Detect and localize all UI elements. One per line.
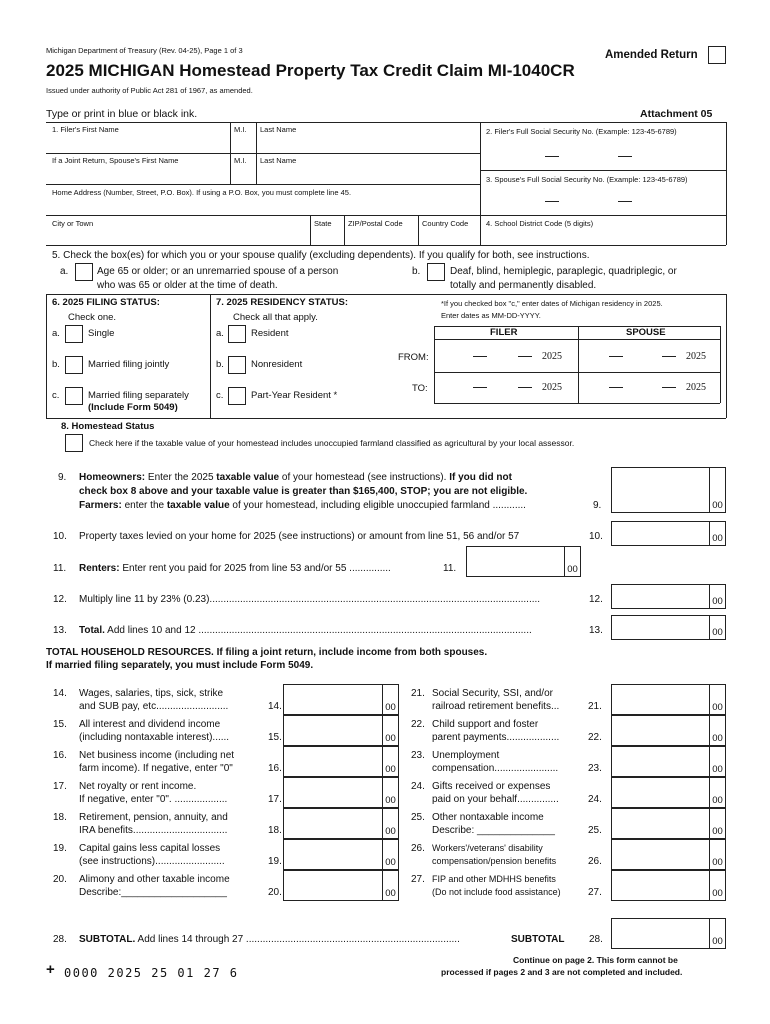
line16-number: 16. (53, 750, 67, 761)
line19-text: Capital gains less capital losses (79, 843, 221, 854)
date-dash (518, 387, 532, 388)
line20-number: 20. (53, 874, 67, 885)
line12-amount-input[interactable] (611, 584, 726, 609)
line24-text: Gifts received or expenses (432, 781, 551, 792)
line19-amount-input[interactable] (283, 839, 399, 870)
residency-a-letter: a. (216, 328, 224, 339)
line27-amount-input[interactable] (611, 870, 726, 901)
line23-number: 23. (411, 750, 425, 761)
line5b-letter: b. (412, 266, 421, 277)
ssn-dash (618, 156, 632, 157)
line13-text: Total. Add lines 10 and 12 ........................................................................................................................ (79, 625, 532, 636)
line23-text-2: compensation....................... (432, 763, 559, 774)
line17-text-2: If negative, enter "0". ................... (79, 794, 228, 805)
line14-amount-input[interactable] (283, 684, 399, 715)
line24-cents: 00 (709, 778, 725, 807)
line25-amount-input[interactable] (611, 808, 726, 839)
spouse-last-name-label: Last Name (260, 156, 297, 165)
line27-text: FIP and other MDHHS benefits (432, 874, 556, 884)
resident-checkbox[interactable] (228, 325, 246, 343)
subtotal-label: SUBTOTAL (511, 934, 565, 945)
line18-text: Retirement, pension, annuity, and (79, 812, 228, 823)
line9-farmers: Farmers: enter the taxable value of your homestead, including eligible unoccupied farmland ............ (79, 500, 526, 511)
line22-number: 22. (411, 719, 425, 730)
line18-cents: 00 (382, 809, 398, 838)
spouse-column-header: SPOUSE (626, 327, 666, 338)
processing-note: processed if pages 2 and 3 are not completed and included. (441, 967, 683, 977)
issued-authority: Issued under authority of Public Act 281 of 1967, as amended. (46, 86, 253, 95)
line28-number: 28. (53, 934, 67, 945)
part-year-resident-checkbox[interactable] (228, 387, 246, 405)
line22-text-2: parent payments................... (432, 732, 560, 743)
line9-text: Homeowners: Enter the 2025 taxable value of your homestead (see instructions). If you did not (79, 472, 512, 483)
household-resources-heading: TOTAL HOUSEHOLD RESOURCES. If filing a joint return, include income from both spouses. (46, 647, 488, 658)
line5-instruction: 5. Check the box(es) for which you or your spouse qualify (excluding dependents). If you qualify for both, see instructions. (52, 250, 590, 261)
spouse-to-year: 2025 (686, 382, 706, 393)
date-dash (473, 356, 487, 357)
line17-number: 17. (53, 781, 67, 792)
married-jointly-checkbox[interactable] (65, 356, 83, 374)
department-revision: Michigan Department of Treasury (Rev. 04-25), Page 1 of 3 (46, 46, 243, 55)
ssn-dash (545, 201, 559, 202)
filer-ssn-label: 2. Filer's Full Social Security No. (Example: 123-45-6789) (486, 127, 677, 136)
line14-text: Wages, salaries, tips, sick, strike (79, 688, 224, 699)
married-jointly-label: Married filing jointly (88, 359, 170, 370)
spouse-from-year: 2025 (686, 351, 706, 362)
nonresident-checkbox[interactable] (228, 356, 246, 374)
single-label: Single (88, 328, 115, 339)
line13-cents: 00 (709, 616, 725, 639)
filer-from-year: 2025 (542, 351, 562, 362)
line5a-text-2: who was 65 or older at the time of death. (97, 280, 278, 291)
ssn-dash (545, 156, 559, 157)
line23-amount-input[interactable] (611, 746, 726, 777)
line9-stop-warning: check box 8 above and your taxable value is greater than $165,400, STOP; you are not eligible. (79, 486, 528, 497)
line26-cents: 00 (709, 840, 725, 869)
line18-amount-input[interactable] (283, 808, 399, 839)
ssn-dash (618, 201, 632, 202)
line5b-text: Deaf, blind, hemiplegic, paraplegic, quadriplegic, or (450, 266, 677, 277)
line21-amount-input[interactable] (611, 684, 726, 715)
farmland-checkbox[interactable] (65, 434, 83, 452)
line11-cents: 00 (564, 547, 580, 576)
line14-ref: 14. (268, 701, 282, 712)
line15-cents: 00 (382, 716, 398, 745)
zip-label: ZIP/Postal Code (348, 219, 403, 228)
line22-text: Child support and foster (432, 719, 539, 730)
line22-cents: 00 (709, 716, 725, 745)
married-separately-label: Married filing separately (88, 390, 189, 401)
single-checkbox[interactable] (65, 325, 83, 343)
line10-text: Property taxes levied on your home for 2025 (see instructions) or amount from line 51, 56 and/or 57 (79, 531, 520, 542)
line18-number: 18. (53, 812, 67, 823)
filing-b-letter: b. (52, 359, 60, 370)
age-65-checkbox[interactable] (75, 263, 93, 281)
line9-homeowners: Homeowners: (79, 472, 146, 483)
line16-amount-input[interactable] (283, 746, 399, 777)
filing-c-letter: c. (52, 390, 60, 401)
school-district-label: 4. School District Code (5 digits) (486, 219, 594, 228)
city-label: City or Town (52, 219, 94, 228)
filer-last-name-label: Last Name (260, 125, 297, 134)
married-separately-checkbox[interactable] (65, 387, 83, 405)
line10-ref: 10. (589, 531, 603, 542)
line5a-letter: a. (60, 266, 69, 277)
residency-status-sub: Check all that apply. (233, 312, 318, 323)
line23-cents: 00 (709, 747, 725, 776)
filing-status-title: 6. 2025 FILING STATUS: (52, 297, 160, 308)
household-resources-note: If married filing separately, you must include Form 5049. (46, 660, 314, 671)
line14-number: 14. (53, 688, 67, 699)
line25-text-2: Describe: ______________ (432, 825, 555, 836)
disabled-checkbox[interactable] (427, 263, 445, 281)
line18-text-2: IRA benefits.................................. (79, 825, 228, 836)
line16-text: Net business income (including net (79, 750, 235, 761)
nonresident-label: Nonresident (251, 359, 303, 370)
line11-text: Renters: Enter rent you paid for 2025 from line 53 and/or 55 ............... (79, 563, 391, 574)
from-label: FROM: (398, 352, 429, 363)
line20-text-2: Describe:___________________ (79, 887, 227, 898)
line28-ref: 28. (589, 934, 603, 945)
part-year-resident-label: Part-Year Resident * (251, 390, 338, 401)
line26-text: Workers'/veterans' disability (432, 843, 543, 853)
filer-mi-label: M.I. (234, 125, 247, 134)
barcode-number: 0000 2025 25 01 27 6 (64, 966, 239, 980)
line24-text-2: paid on your behalf............... (432, 794, 559, 805)
line19-cents: 00 (382, 840, 398, 869)
line16-cents: 00 (382, 747, 398, 776)
line28-text: SUBTOTAL. Add lines 14 through 27 ............................................................................. (79, 934, 460, 945)
date-dash (473, 387, 487, 388)
residency-dates-note: *If you checked box "c," enter dates of Michigan residency in 2025. (441, 299, 663, 308)
residency-dates-format: Enter dates as MM-DD-YYYY. (441, 311, 541, 320)
line10-cents: 00 (709, 522, 725, 545)
line19-ref: 19. (268, 856, 282, 867)
spouse-ssn-label: 3. Spouse's Full Social Security No. (Example: 123-45-6789) (486, 175, 688, 184)
residency-c-letter: c. (216, 390, 224, 401)
spouse-first-name-label: If a Joint Return, Spouse's First Name (52, 156, 179, 165)
line12-number: 12. (53, 594, 67, 605)
line20-amount-input[interactable] (283, 870, 399, 901)
line11-amount-input[interactable] (466, 546, 581, 577)
line15-text-2: (including nontaxable interest)...... (79, 732, 230, 743)
line15-text: All interest and dividend income (79, 719, 221, 730)
line21-text-2: railroad retirement benefits... (432, 701, 560, 712)
line11-ref: 11. (443, 563, 457, 574)
plus-icon: + (46, 961, 55, 978)
state-label: State (314, 219, 332, 228)
line20-text: Alimony and other taxable income (79, 874, 230, 885)
line5a-text: Age 65 or older; or an unremarried spouse of a person (97, 266, 339, 277)
line15-amount-input[interactable] (283, 715, 399, 746)
residency-status-title: 7. 2025 RESIDENCY STATUS: (216, 297, 348, 308)
filing-status-sub: Check one. (68, 312, 117, 323)
line9-ref: 9. (593, 500, 602, 511)
line28-amount-input[interactable] (611, 918, 726, 949)
form-5049-note: (Include Form 5049) (88, 402, 178, 413)
line25-text: Other nontaxable income (432, 812, 544, 823)
to-label: TO: (412, 383, 428, 394)
line21-number: 21. (411, 688, 425, 699)
line12-ref: 12. (589, 594, 603, 605)
line23-text: Unemployment (432, 750, 500, 761)
country-code-label: Country Code (422, 219, 469, 228)
line19-text-2: (see instructions)......................... (79, 856, 225, 867)
line20-cents: 00 (382, 871, 398, 900)
line27-text-2: (Do not include food assistance) (432, 887, 561, 897)
filing-a-letter: a. (52, 328, 60, 339)
resident-label: Resident (251, 328, 289, 339)
line12-text: Multiply line 11 by 23% (0.23)....................................................................................................................... (79, 594, 541, 605)
filer-to-year: 2025 (542, 382, 562, 393)
line26-ref: 26. (588, 856, 602, 867)
line16-ref: 16. (268, 763, 282, 774)
line24-amount-input[interactable] (611, 777, 726, 808)
line14-cents: 00 (382, 685, 398, 714)
line25-cents: 00 (709, 809, 725, 838)
line26-number: 26. (411, 843, 425, 854)
line25-number: 25. (411, 812, 425, 823)
attachment-number: Attachment 05 (640, 108, 713, 120)
ink-instruction: Type or print in blue or black ink. (46, 108, 198, 120)
line17-ref: 17. (268, 794, 282, 805)
line26-amount-input[interactable] (611, 839, 726, 870)
line17-text: Net royalty or rent income. (79, 781, 197, 792)
line24-number: 24. (411, 781, 425, 792)
line25-ref: 25. (588, 825, 602, 836)
date-dash (609, 356, 623, 357)
date-dash (662, 387, 676, 388)
line17-amount-input[interactable] (283, 777, 399, 808)
line22-ref: 22. (588, 732, 602, 743)
line12-cents: 00 (709, 585, 725, 608)
filer-first-name-label: 1. Filer's First Name (52, 125, 119, 134)
date-dash (518, 356, 532, 357)
spouse-mi-label: M.I. (234, 156, 247, 165)
line21-ref: 21. (588, 701, 602, 712)
line22-amount-input[interactable] (611, 715, 726, 746)
line10-number: 10. (53, 531, 67, 542)
date-dash (609, 387, 623, 388)
line27-ref: 27. (588, 887, 602, 898)
line16-text-2: farm income). If negative, enter "0" (79, 763, 233, 774)
line13-amount-input[interactable] (611, 615, 726, 640)
farmland-instruction: Check here if the taxable value of your homestead includes unoccupied farmland classified as agricultural by your local assessor. (89, 438, 575, 448)
line20-ref: 20. (268, 887, 282, 898)
continue-note: Continue on page 2. This form cannot be (513, 955, 678, 965)
line13-ref: 13. (589, 625, 603, 636)
date-dash (662, 356, 676, 357)
line14-text-2: and SUB pay, etc.......................... (79, 701, 229, 712)
line9-amount-input[interactable] (611, 467, 726, 513)
line27-cents: 00 (709, 871, 725, 900)
line15-ref: 15. (268, 732, 282, 743)
amended-return-checkbox[interactable] (708, 46, 726, 64)
line10-amount-input[interactable] (611, 521, 726, 546)
line5b-text-2: totally and permanently disabled. (450, 280, 597, 291)
residency-b-letter: b. (216, 359, 224, 370)
homestead-status-title: 8. Homestead Status (61, 421, 155, 432)
home-address-label: Home Address (Number, Street, P.O. Box). If using a P.O. Box, you must complete line 45. (52, 188, 352, 197)
line19-number: 19. (53, 843, 67, 854)
line9-number: 9. (58, 472, 67, 483)
line21-text: Social Security, SSI, and/or (432, 688, 553, 699)
line9-cents: 00 (709, 468, 725, 512)
filer-column-header: FILER (490, 327, 518, 338)
line24-ref: 24. (588, 794, 602, 805)
line27-number: 27. (411, 874, 425, 885)
line23-ref: 23. (588, 763, 602, 774)
form-title: 2025 MICHIGAN Homestead Property Tax Credit Claim MI-1040CR (46, 61, 575, 80)
line17-cents: 00 (382, 778, 398, 807)
line13-number: 13. (53, 625, 67, 636)
line28-cents: 00 (709, 919, 725, 948)
line26-text-2: compensation/pension benefits (432, 856, 557, 866)
line18-ref: 18. (268, 825, 282, 836)
line15-number: 15. (53, 719, 67, 730)
line11-number: 11. (53, 563, 67, 574)
amended-return-label: Amended Return (605, 49, 698, 61)
line21-cents: 00 (709, 685, 725, 714)
